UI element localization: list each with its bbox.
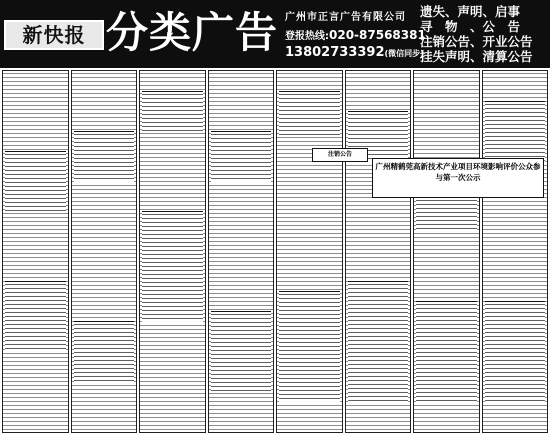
ad-block — [74, 131, 135, 182]
ad-block — [416, 301, 477, 402]
service-item: 遗失、声明、启事 — [420, 4, 521, 19]
ad-block — [485, 101, 546, 162]
hotline-number: 020-87568381 — [329, 28, 426, 42]
company-name: 广州市正言广告有限公司 — [285, 12, 406, 23]
ad-column — [345, 70, 412, 433]
classified-columns — [2, 70, 548, 433]
mobile-number: 13802733392 — [285, 45, 385, 60]
service-item: 寻 物 、公 告 — [420, 19, 521, 34]
featured-notice-headline: 广州精鹤莞高新技术产业项目环境影响评价公众参与第一次公示 — [372, 158, 544, 198]
newspaper-logo: 新快报 — [4, 20, 104, 50]
ad-column — [413, 70, 480, 433]
ad-column — [208, 70, 275, 433]
ad-column — [71, 70, 138, 433]
masthead — [0, 0, 550, 68]
ad-block — [279, 291, 340, 402]
service-list — [420, 4, 548, 64]
ad-column — [139, 70, 206, 433]
ad-block — [348, 281, 409, 402]
ad-column — [482, 70, 549, 433]
section-title: 分类广告 — [106, 8, 279, 57]
ad-block — [142, 91, 203, 132]
ad-column — [2, 70, 69, 433]
hotline-label: 登报热线: — [285, 31, 329, 42]
hotline — [285, 27, 426, 42]
ad-block — [279, 91, 340, 137]
service-item: 注销公告、开业公告 — [420, 34, 533, 49]
ad-block — [211, 311, 272, 392]
notice-heading: 注销公告 — [312, 148, 368, 162]
ad-block — [74, 321, 135, 382]
ad-block — [211, 131, 272, 182]
ad-block — [142, 211, 203, 322]
ad-block — [5, 151, 66, 212]
mobile-note: (微信同步) — [384, 49, 424, 58]
ad-column — [276, 70, 343, 433]
mobile-line — [285, 45, 424, 60]
service-item: 挂失声明、清算公告 — [420, 49, 533, 64]
ad-block — [5, 281, 66, 352]
ad-block — [485, 301, 546, 402]
